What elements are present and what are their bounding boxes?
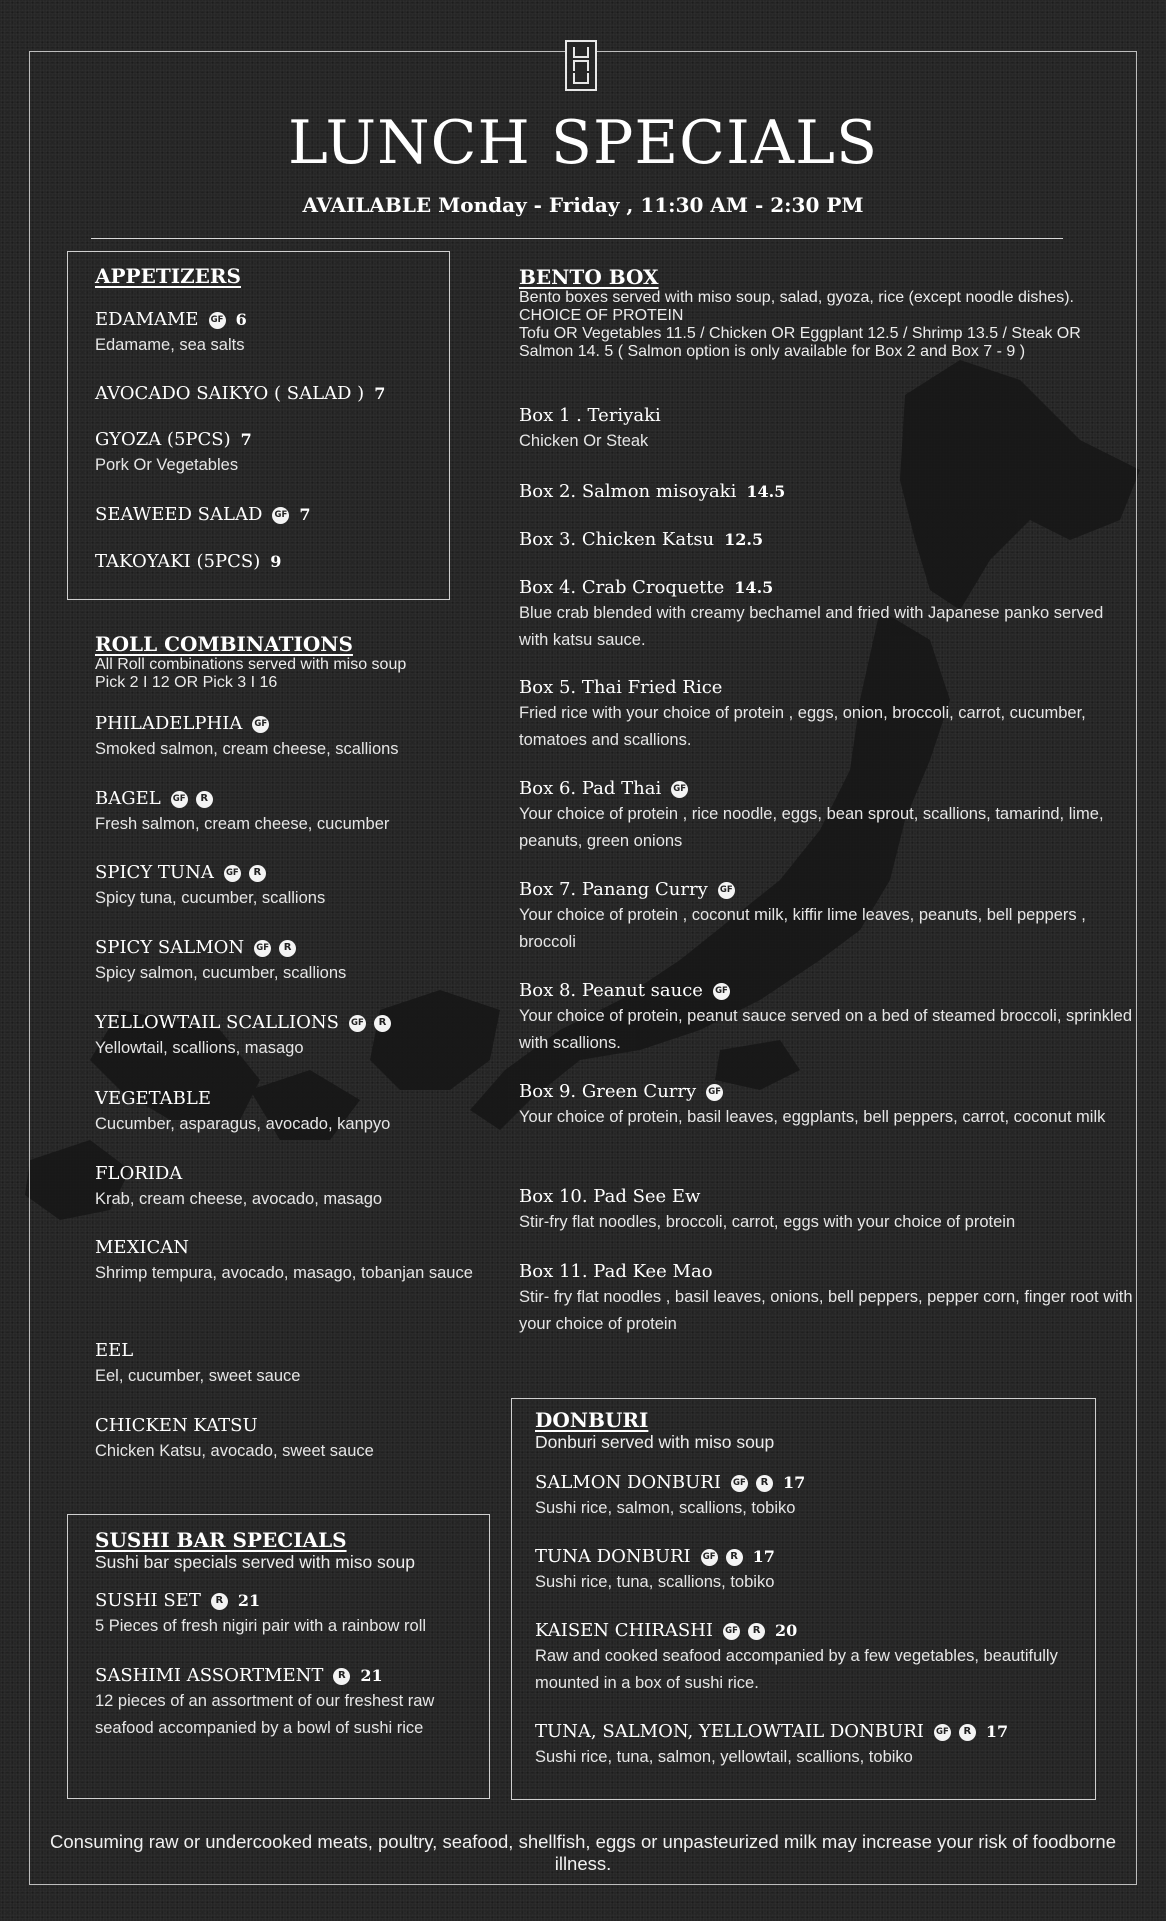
menu-item-name-row	[95, 1590, 475, 1612]
menu-item-name-row	[519, 980, 1134, 1002]
menu-item-name: CHICKEN KATSU	[95, 1415, 258, 1436]
menu-item-name: YELLOWTAIL SCALLIONS	[95, 1012, 339, 1033]
appetizers-heading: APPETIZERS	[95, 264, 241, 288]
menu-item-tuna-salmon-yellowtail-donburi	[535, 1721, 1075, 1771]
menu-item-name-row	[95, 551, 435, 573]
menu-item-name-row	[95, 1012, 475, 1034]
menu-item-mexican	[95, 1237, 475, 1287]
menu-item-name-row	[519, 481, 1134, 503]
menu-item-price: 7	[240, 430, 252, 449]
menu-item-name: TUNA DONBURI	[535, 1546, 691, 1567]
bento-protein-heading: CHOICE OF PROTEIN	[519, 307, 684, 324]
menu-item-name-row	[519, 778, 1134, 800]
menu-item-description: Smoked salmon, cream cheese, scallions	[95, 740, 399, 758]
menu-item-edamame	[95, 309, 435, 359]
menu-item-price: 21	[237, 1591, 261, 1610]
menu-item-description: Pork Or Vegetables	[95, 456, 239, 474]
raw-icon: R	[249, 865, 266, 882]
availability-hours: AVAILABLE Monday - Friday , 11:30 AM - 2:30 PM	[302, 193, 864, 217]
menu-item-name: SUSHI SET	[95, 1590, 201, 1611]
rolls-intro: All Roll combinations served with miso soup	[95, 656, 407, 673]
menu-item-name-row	[519, 1261, 1134, 1283]
menu-item-name-row	[95, 1088, 475, 1110]
menu-item-price: 17	[985, 1722, 1009, 1741]
menu-item-description: Fresh salmon, cream cheese, cucumber	[95, 815, 390, 833]
menu-item-description: Edamame, sea salts	[95, 336, 245, 354]
rolls-section	[95, 632, 495, 692]
menu-item-box-7-panang-curry	[519, 879, 1134, 956]
menu-item-philadelphia	[95, 713, 475, 763]
menu-item-description: Spicy salmon, cucumber, scallions	[95, 964, 347, 982]
menu-item-name-row	[519, 1186, 1134, 1208]
menu-item-tuna-donburi	[535, 1546, 1075, 1596]
rolls-heading: ROLL COMBINATIONS	[95, 632, 353, 656]
raw-icon: R	[748, 1623, 765, 1640]
menu-item-box-11-pad-kee-mao	[519, 1261, 1134, 1338]
menu-item-gyoza-5pcs	[95, 429, 435, 479]
menu-item-name: Box 3. Chicken Katsu	[519, 529, 715, 550]
bento-protein-prices: Tofu OR Vegetables 11.5 / Chicken OR Eggplant 12.5 / Shrimp 13.5 / Steak OR Salmon 14. 5 ( Salmon option is only available for Box 2 and Box 7 - 9 )	[519, 325, 1081, 360]
menu-item-name-row	[95, 862, 475, 884]
menu-item-name: Box 4. Crab Croquette	[519, 577, 725, 598]
menu-item-yellowtail-scallions	[95, 1012, 475, 1062]
menu-item-box-6-pad-thai	[519, 778, 1134, 855]
menu-item-description: Your choice of protein , coconut milk, kiffir lime leaves, peanuts, bell peppers , broccoli	[519, 906, 1086, 951]
menu-item-description: Eel, cucumber, sweet sauce	[95, 1367, 301, 1385]
menu-item-price: 6	[235, 310, 247, 329]
menu-item-description: Chicken Katsu, avocado, sweet sauce	[95, 1442, 374, 1460]
menu-item-spicy-tuna	[95, 862, 475, 912]
appetizers-box	[67, 251, 450, 600]
menu-item-name-row	[95, 937, 475, 959]
menu-item-name-row	[519, 677, 1134, 699]
menu-item-price: 12.5	[724, 530, 764, 549]
raw-icon: R	[726, 1549, 743, 1566]
menu-item-box-3-chicken-katsu	[519, 529, 1134, 551]
menu-item-takoyaki-5pcs	[95, 551, 435, 573]
menu-item-name-row	[95, 788, 475, 810]
menu-item-description: Blue crab blended with creamy bechamel and fried with Japanese panko served with katsu sauce.	[519, 604, 1104, 649]
menu-item-price: 7	[374, 384, 386, 403]
menu-item-name-row	[519, 529, 1134, 551]
menu-item-name: Box 6. Pad Thai	[519, 778, 662, 799]
menu-item-box-4-crab-croquette	[519, 577, 1134, 654]
gluten-free-icon: GF	[254, 940, 271, 957]
sushi-bar-heading: SUSHI BAR SPECIALS	[95, 1528, 347, 1552]
menu-item-name: PHILADELPHIA	[95, 713, 243, 734]
menu-item-description: Cucumber, asparagus, avocado, kanpyo	[95, 1115, 391, 1133]
menu-item-price: 7	[299, 505, 311, 524]
sushi-bar-section	[95, 1528, 475, 1572]
menu-item-name: Box 8. Peanut sauce	[519, 980, 703, 1001]
sushi-bar-intro: Sushi bar specials served with miso soup	[95, 1552, 416, 1572]
menu-item-name-row	[519, 1081, 1134, 1103]
menu-item-description: 5 Pieces of fresh nigiri pair with a rainbow roll	[95, 1617, 427, 1635]
menu-item-price: 20	[775, 1621, 798, 1640]
gluten-free-icon: GF	[934, 1724, 951, 1741]
menu-item-name-row	[535, 1546, 1075, 1568]
menu-item-name: TAKOYAKI (5PCS)	[95, 551, 261, 572]
gluten-free-icon: GF	[718, 882, 735, 899]
bento-intro: Bento boxes served with miso soup, salad, gyoza, rice (except noodle dishes).	[519, 289, 1074, 306]
menu-item-name-row	[535, 1721, 1075, 1743]
bento-heading: BENTO BOX	[519, 265, 659, 289]
donburi-intro: Donburi served with miso soup	[535, 1432, 775, 1452]
menu-item-name: Box 10. Pad See Ew	[519, 1186, 701, 1207]
menu-item-description: Fried rice with your choice of protein , eggs, onion, broccoli, carrot, cucumber, tomatoes and scallions.	[519, 704, 1086, 749]
menu-item-description: Krab, cream cheese, avocado, masago	[95, 1190, 383, 1208]
gluten-free-icon: GF	[209, 312, 226, 329]
menu-item-sushi-set	[95, 1590, 475, 1640]
donburi-section	[535, 1408, 1075, 1452]
menu-item-florida	[95, 1163, 475, 1213]
menu-item-description: Stir-fry flat noodles, broccoli, carrot, eggs with your choice of protein	[519, 1213, 1016, 1231]
menu-item-sashimi-assortment	[95, 1665, 475, 1742]
menu-item-name-row	[95, 1237, 475, 1259]
menu-item-name: Box 5. Thai Fried Rice	[519, 677, 723, 698]
menu-item-name: GYOZA (5PCS)	[95, 429, 231, 450]
menu-item-name-row	[95, 429, 435, 451]
menu-item-price: 17	[752, 1547, 775, 1566]
menu-item-box-10-pad-see-ew	[519, 1186, 1134, 1236]
menu-item-price: 17	[782, 1473, 806, 1492]
menu-item-name: SPICY SALMON	[95, 937, 245, 958]
rolls-pricing: Pick 2 I 12 OR Pick 3 I 16	[95, 674, 278, 691]
menu-item-bagel	[95, 788, 475, 838]
appetizers-section	[95, 264, 435, 288]
menu-item-name-row	[95, 713, 475, 735]
menu-item-box-5-thai-fried-rice	[519, 677, 1134, 754]
menu-item-name: BAGEL	[95, 788, 161, 809]
menu-item-avocado-saikyo-salad	[95, 383, 435, 405]
menu-item-name-row	[95, 1340, 475, 1362]
menu-item-description: Stir- fry flat noodles , basil leaves, onions, bell peppers, pepper corn, finger root with your choice of protein	[519, 1288, 1133, 1333]
menu-item-name-row	[535, 1620, 1075, 1642]
menu-item-description: Your choice of protein, peanut sauce served on a bed of steamed broccoli, sprinkled with scallions.	[519, 1007, 1133, 1052]
menu-item-name-row	[95, 1163, 475, 1185]
menu-item-box-2-salmon-misoyaki	[519, 481, 1134, 503]
menu-item-name: Box 11. Pad Kee Mao	[519, 1261, 713, 1282]
menu-item-name-row	[95, 309, 435, 331]
raw-icon: R	[756, 1475, 773, 1492]
menu-item-name: VEGETABLE	[95, 1088, 211, 1109]
gluten-free-icon: GF	[224, 865, 241, 882]
page-title: LUNCH SPECIALS	[287, 108, 879, 178]
menu-item-description: Sushi rice, tuna, salmon, yellowtail, scallions, tobiko	[535, 1748, 913, 1766]
menu-item-name: EEL	[95, 1340, 134, 1361]
menu-item-name: KAISEN CHIRASHI	[535, 1620, 714, 1641]
menu-item-name: SASHIMI ASSORTMENT	[95, 1665, 324, 1686]
menu-item-description: Chicken Or Steak	[519, 432, 649, 450]
menu-item-seaweed-salad	[95, 504, 435, 526]
menu-item-name: Box 2. Salmon misoyaki	[519, 481, 737, 502]
menu-item-box-1-teriyaki	[519, 405, 1134, 455]
gluten-free-icon: GF	[252, 716, 269, 733]
menu-item-price: 9	[270, 552, 282, 571]
food-safety-disclaimer: Consuming raw or undercooked meats, poultry, seafood, shellfish, eggs or unpasteurized milk may increase your risk of foodborne illness.	[50, 1831, 1116, 1874]
menu-item-price: 14.5	[746, 482, 786, 501]
menu-item-box-9-green-curry	[519, 1081, 1134, 1131]
gluten-free-icon: GF	[171, 791, 188, 808]
restaurant-logo-icon	[565, 40, 597, 91]
menu-item-name-row	[95, 1415, 475, 1437]
menu-item-spicy-salmon	[95, 937, 475, 987]
menu-item-kaisen-chirashi	[535, 1620, 1075, 1697]
menu-item-description: Shrimp tempura, avocado, masago, tobanjan sauce	[95, 1264, 473, 1282]
menu-item-salmon-donburi	[535, 1472, 1075, 1522]
menu-item-name-row	[95, 504, 435, 526]
menu-item-name-row	[95, 1665, 475, 1687]
menu-item-chicken-katsu	[95, 1415, 475, 1465]
raw-icon: R	[279, 940, 296, 957]
menu-item-eel	[95, 1340, 475, 1390]
menu-item-name: Box 1 . Teriyaki	[519, 405, 661, 426]
gluten-free-icon: GF	[731, 1475, 748, 1492]
menu-item-price: 14.5	[734, 578, 774, 597]
menu-item-description: Raw and cooked seafood accompanied by a few vegetables, beautifully mounted in a box of sushi rice.	[535, 1647, 1058, 1692]
menu-item-name-row	[95, 383, 435, 405]
menu-item-vegetable	[95, 1088, 475, 1138]
menu-item-description: Sushi rice, salmon, scallions, tobiko	[535, 1499, 796, 1517]
raw-icon: R	[374, 1015, 391, 1032]
gluten-free-icon: GF	[713, 983, 730, 1000]
menu-item-description: Your choice of protein , rice noodle, eggs, bean sprout, scallions, tamarind, lime, peanuts, green onions	[519, 805, 1104, 850]
header-divider	[91, 238, 1063, 239]
gluten-free-icon: GF	[272, 507, 289, 524]
menu-item-description: 12 pieces of an assortment of our freshest raw seafood accompanied by a bowl of sushi rice	[95, 1692, 435, 1737]
gluten-free-icon: GF	[671, 781, 688, 798]
menu-item-name: Box 7. Panang Curry	[519, 879, 708, 900]
menu-item-name: EDAMAME	[95, 309, 199, 330]
menu-item-description: Sushi rice, tuna, scallions, tobiko	[535, 1573, 775, 1591]
gluten-free-icon: GF	[706, 1084, 723, 1101]
bento-section	[519, 265, 1119, 361]
menu-item-name: FLORIDA	[95, 1163, 183, 1184]
gluten-free-icon: GF	[723, 1623, 740, 1640]
menu-item-price: 21	[360, 1666, 383, 1685]
menu-item-name: SALMON DONBURI	[535, 1472, 721, 1493]
menu-item-name-row	[519, 405, 1134, 427]
raw-icon: R	[333, 1668, 350, 1685]
menu-item-name: MEXICAN	[95, 1237, 190, 1258]
menu-item-description: Yellowtail, scallions, masago	[95, 1039, 304, 1057]
menu-item-description: Spicy tuna, cucumber, scallions	[95, 889, 326, 907]
menu-item-name-row	[519, 879, 1134, 901]
donburi-heading: DONBURI	[535, 1408, 649, 1432]
menu-item-name: SEAWEED SALAD	[95, 504, 263, 525]
menu-item-name-row	[519, 577, 1134, 599]
menu-item-name: SPICY TUNA	[95, 862, 214, 883]
gluten-free-icon: GF	[349, 1015, 366, 1032]
raw-icon: R	[959, 1724, 976, 1741]
menu-item-box-8-peanut-sauce	[519, 980, 1134, 1057]
menu-item-name: TUNA, SALMON, YELLOWTAIL DONBURI	[535, 1721, 924, 1742]
menu-item-name-row	[535, 1472, 1075, 1494]
raw-icon: R	[211, 1593, 228, 1610]
menu-item-name: AVOCADO SAIKYO ( SALAD )	[95, 383, 365, 404]
gluten-free-icon: GF	[701, 1549, 718, 1566]
menu-item-description: Your choice of protein, basil leaves, eggplants, bell peppers, carrot, coconut milk	[519, 1108, 1106, 1126]
raw-icon: R	[196, 791, 213, 808]
menu-item-name: Box 9. Green Curry	[519, 1081, 697, 1102]
